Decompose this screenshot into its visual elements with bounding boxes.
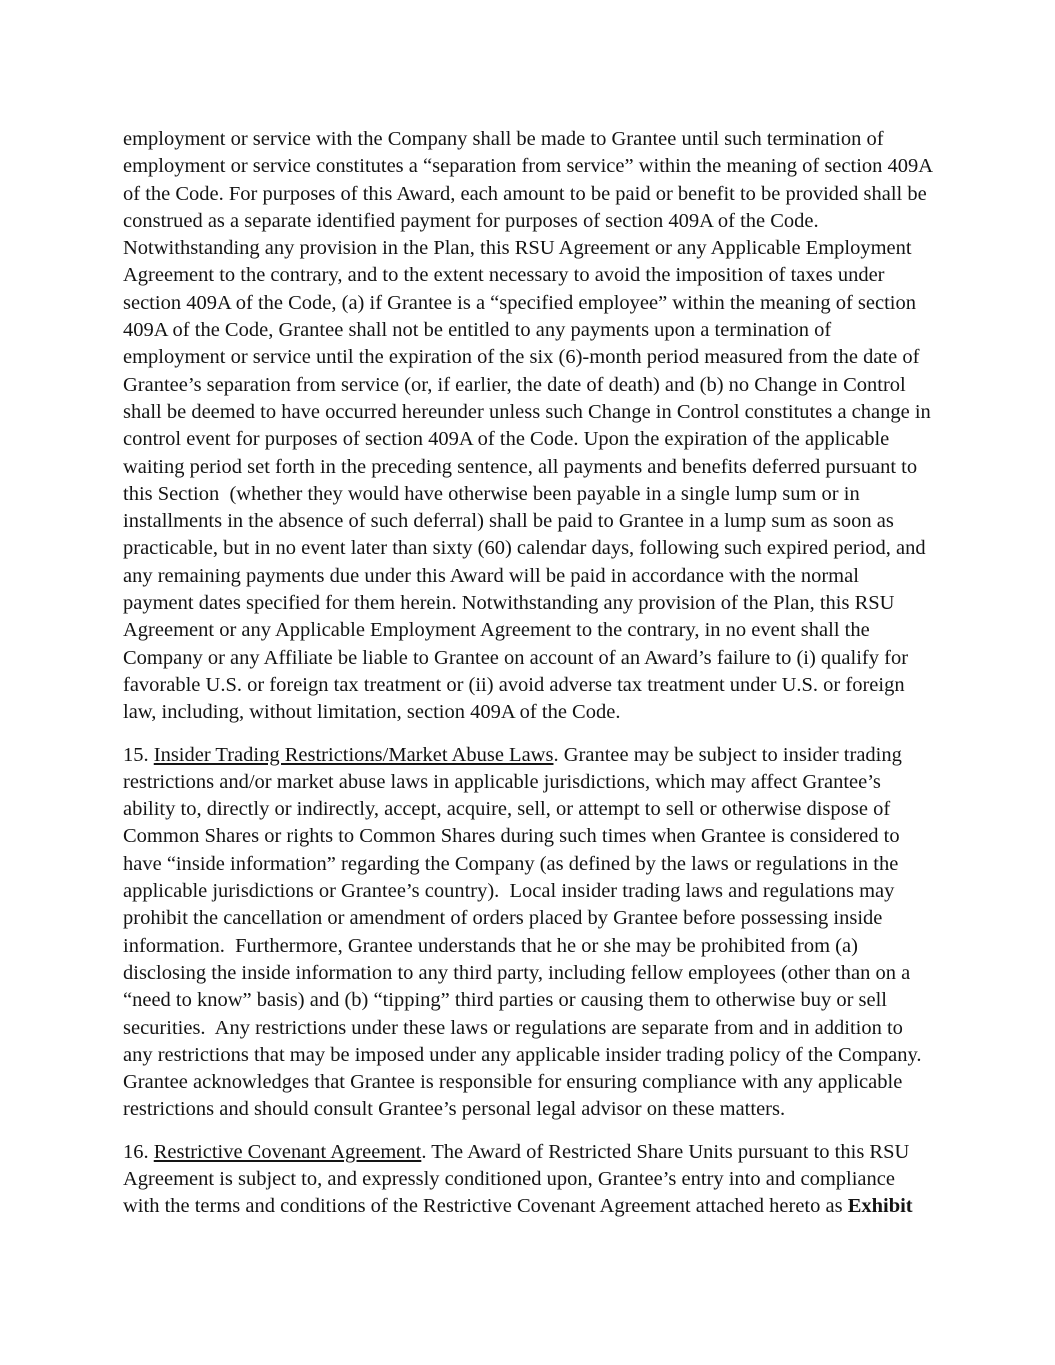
section-heading-separator: . xyxy=(421,1140,432,1163)
document-content xyxy=(123,126,938,1221)
paragraph-text: employment or service with the Company shall be made to Grantee until such termination of employment or service constitutes a “separation from service” within the meaning of section 409A of the Code. For purposes of this Award, each amount to be paid or benefit to be provided shall be construed as a separate identified payment for purposes of section 409A of the Code. Notwithstanding any provision in the Plan, this RSU Agreement or any Applicable Employment Agreement to the contrary, and to the extent necessary to avoid the imposition of taxes under section 409A of the Code, (a) if Grantee is a “specified employee” within the meaning of section 409A of the Code, Grantee shall not be entitled to any payments upon a termination of employment or service until the expiration of the six (6)-month period measured from the date of Grantee’s separation from service (or, if earlier, the date of death) and (b) no Change in Control shall be deemed to have occurred hereunder unless such Change in Control constitutes a change in control event for purposes of section 409A of the Code. Upon the expiration of the applicable waiting period set forth in the preceding sentence, all payments and benefits deferred pursuant to this Section (whether they would have otherwise been payable in a single lump sum or in installments in the absence of such deferral) shall be paid to Grantee in a lump sum as soon as practicable, but in no event later than sixty (60) calendar days, following such expired period, and any remaining payments due under this Award will be paid in accordance with the normal payment dates specified for them herein. Notwithstanding any provision of the Plan, this RSU Agreement or any Applicable Employment Agreement to the contrary, in no event shall the Company or any Affiliate be liable to Grantee on account of an Award’s failure to (i) qualify for favorable U.S. or foreign tax treatment or (ii) avoid adverse tax treatment under U.S. or foreign law, including, without limitation, section 409A of the Code. xyxy=(123,128,938,724)
paragraph-text: Grantee may be subject to insider trading restrictions and/or market abuse laws in applicable jurisdictions, which may affect Grantee’s ability to, directly or indirectly, accept, acquire, sell, or attempt to sell or otherwise dispose of Common Shares or rights to Common Shares during such times when Grantee is considered to have “inside information” regarding the Company (as defined by the laws or regulations in the applicable jurisdictions or Grantee’s country). Local insider trading laws and regulations may prohibit the cancellation or amendment of orders placed by Grantee before possessing inside information. Furthermore, Grantee understands that he or she may be prohibited from (a) disclosing the inside information to any third party, including fellow employees (other than on a “need to know” basis) and (b) “tipping” third parties or causing them to otherwise buy or sell securities. Any restrictions under these laws or regulations are separate from and in addition to any restrictions that may be imposed under any applicable insider trading policy of the Company. Grantee acknowledges that Grantee is responsible for ensuring compliance with any applicable restrictions and should consult Grantee’s personal legal advisor on these matters. xyxy=(123,743,932,1121)
section-heading: Restrictive Covenant Agreement xyxy=(153,1140,422,1163)
section-number: 15. xyxy=(123,743,154,766)
paragraph-15-insider-trading xyxy=(123,742,933,1124)
section-number: 16. xyxy=(123,1140,154,1163)
paragraph-section-409a xyxy=(123,126,938,727)
exhibit-bold-text: Exhibit xyxy=(847,1195,913,1218)
section-heading-separator: . xyxy=(553,743,564,766)
paragraph-16-restrictive-covenant xyxy=(123,1139,933,1221)
paragraph-text: The Award of Restricted Share Units pursuant to this RSU Agreement is subject to, and expressly conditioned upon, Grantee’s entry into and compliance with the terms and conditions of the Restrictive Covenant Agreement attached hereto as xyxy=(123,1140,914,1218)
section-heading: Insider Trading Restrictions/Market Abuse Laws xyxy=(153,743,554,766)
